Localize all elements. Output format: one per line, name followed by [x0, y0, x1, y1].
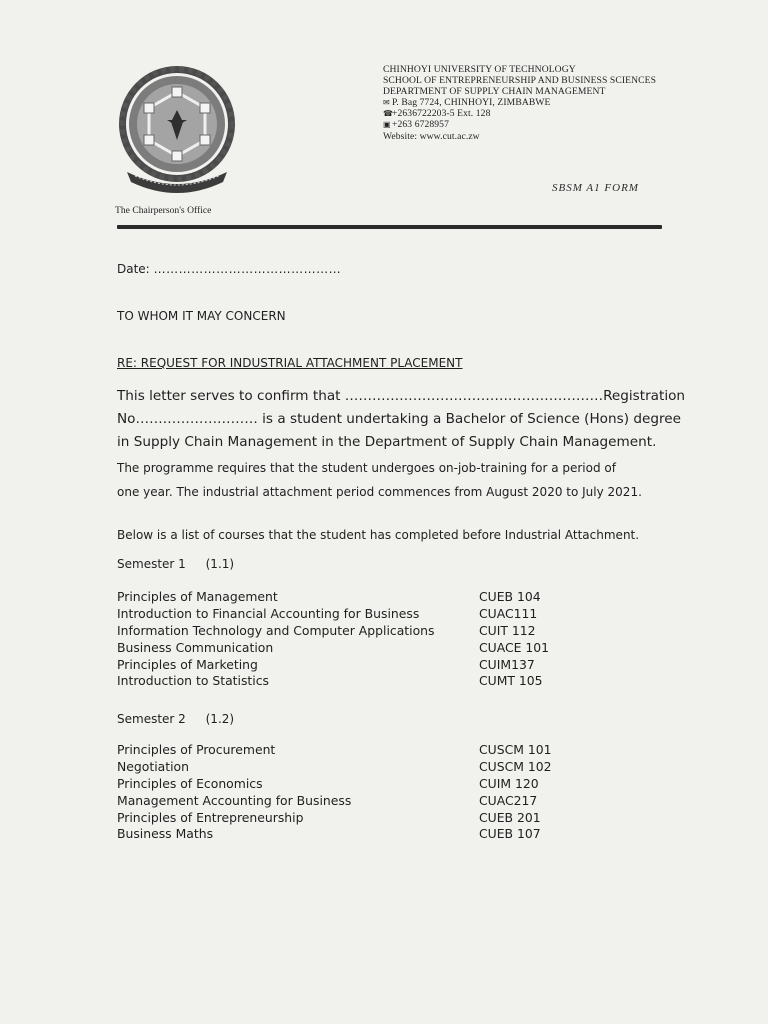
course-name: Negotiation — [117, 758, 189, 774]
course-name: Principles of Economics — [117, 775, 263, 791]
semester2-code: (1.2) — [205, 712, 235, 726]
paragraph1-line1: This letter serves to confirm that …………………………………………………Registration — [117, 388, 686, 404]
semester2-course-list — [117, 742, 557, 843]
course-code: CUSCM 101 — [479, 742, 552, 757]
course-code: CUEB 104 — [479, 589, 541, 604]
date-field: ……………………………………… — [153, 262, 342, 276]
course-code: CUACE 101 — [479, 639, 550, 655]
fax-icon: ▣ — [383, 120, 391, 130]
semester1-heading — [117, 557, 234, 571]
paragraph2-line1: The programme requires that the student undergoes on-job-training for a period of — [117, 461, 616, 475]
form-reference: SBSM A1 FORM — [552, 182, 639, 194]
course-row — [117, 623, 557, 640]
course-name: Introduction to Financial Accounting for Business — [117, 605, 420, 621]
semester1-course-list — [117, 589, 557, 690]
course-code: CUAC217 — [479, 792, 538, 808]
fax-line — [383, 119, 656, 130]
department-name: DEPARTMENT OF SUPPLY CHAIN MANAGEMENT — [383, 86, 606, 98]
course-name: Management Accounting for Business — [117, 792, 352, 808]
semester2-heading — [117, 712, 234, 726]
course-code: CUEB 201 — [479, 809, 541, 825]
course-row — [117, 742, 557, 759]
course-code: CUEB 107 — [479, 826, 541, 842]
course-name: Principles of Marketing — [117, 656, 258, 672]
university-seal-logo — [113, 64, 241, 194]
course-row — [117, 759, 557, 776]
course-name: Principles of Procurement — [117, 742, 276, 757]
course-code: CUIT 112 — [479, 622, 536, 638]
course-name: Introduction to Statistics — [117, 673, 269, 689]
semester2-label: Semester 2 — [117, 712, 186, 726]
course-row — [117, 657, 557, 674]
phone-text: +2636722203-5 Ext. 128 — [392, 108, 491, 120]
mailbox-icon: ✉ — [383, 98, 390, 108]
header-divider — [117, 225, 662, 229]
semester1-code: (1.1) — [205, 557, 235, 571]
university-name: CHINHOYI UNIVERSITY OF TECHNOLOGY — [383, 64, 576, 75]
course-row — [117, 640, 557, 657]
salutation: TO WHOM IT MAY CONCERN — [117, 309, 286, 323]
course-code: CUIM137 — [479, 656, 535, 672]
course-row — [117, 673, 557, 690]
paragraph1-line3: in Supply Chain Management in the Department of Supply Chain Management. — [117, 434, 657, 450]
paragraph2-line2: one year. The industrial attachment period commences from August 2020 to July 2021. — [117, 485, 642, 499]
course-row — [117, 810, 557, 827]
courses-intro: Below is a list of courses that the student has completed before Industrial Attachment. — [117, 528, 640, 542]
course-code: CUAC111 — [479, 605, 538, 621]
date-line — [117, 262, 341, 276]
course-name: Principles of Entrepreneurship — [117, 809, 304, 825]
course-code: CUMT 105 — [479, 673, 543, 689]
address-line — [383, 97, 656, 108]
course-name: Principles of Management — [117, 589, 278, 604]
course-name: Business Communication — [117, 639, 274, 655]
fax-text: +263 6728957 — [392, 119, 449, 131]
school-name: SCHOOL OF ENTREPRENEURSHIP AND BUSINESS SCIENCES — [383, 75, 657, 87]
website-line: Website: www.cut.ac.zw — [383, 130, 480, 142]
course-code: CUSCM 102 — [479, 758, 552, 774]
office-label: The Chairperson's Office — [115, 205, 212, 216]
course-row — [117, 826, 557, 843]
phone-line — [383, 108, 656, 119]
semester1-label: Semester 1 — [117, 557, 186, 571]
course-name: Information Technology and Computer Applications — [117, 622, 435, 638]
course-row — [117, 776, 557, 793]
course-name: Business Maths — [117, 826, 214, 842]
course-row — [117, 589, 557, 606]
telephone-icon: ☎ — [383, 109, 394, 119]
address-text: P. Bag 7724, CHINHOYI, ZIMBABWE — [392, 97, 551, 109]
subject-line: RE: REQUEST FOR INDUSTRIAL ATTACHMENT PLACEMENT — [117, 356, 463, 370]
letterhead-block — [383, 64, 656, 142]
course-row — [117, 606, 557, 623]
course-code: CUIM 120 — [479, 775, 539, 791]
course-row — [117, 793, 557, 810]
paragraph1-line2: No……………………… is a student undertaking a Bachelor of Science (Hons) degree — [117, 411, 681, 427]
date-label: Date: — [117, 262, 150, 276]
